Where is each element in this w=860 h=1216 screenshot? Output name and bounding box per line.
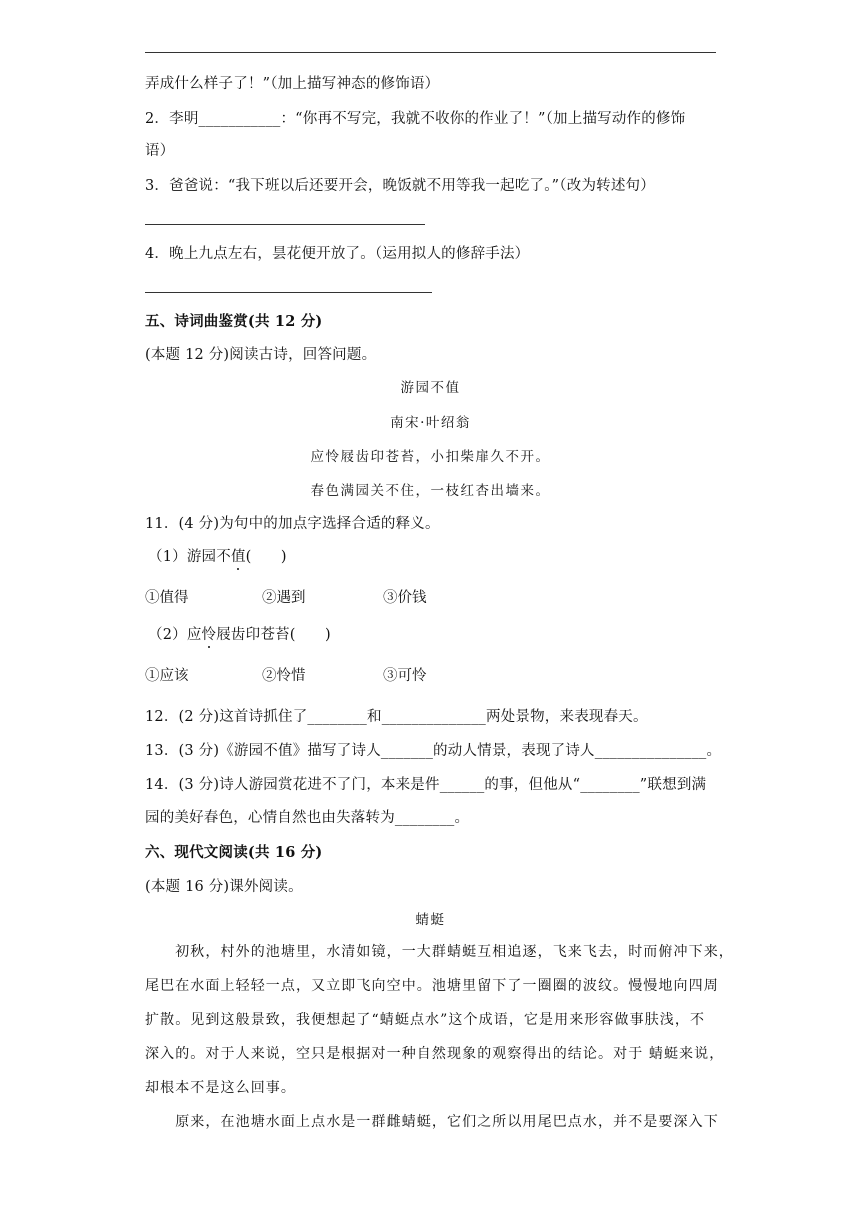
q4-item2-line2: 语） bbox=[145, 143, 175, 159]
q11-sub1-option-2: ②遇到 bbox=[262, 590, 306, 606]
q11-sub1 bbox=[148, 545, 287, 566]
emphasis-dot-char: 怜 bbox=[201, 627, 217, 643]
q4-item2-line1: 2．李明___________：“你再不写完，我就不收你的作业了！”（加上描写动作的修饰 bbox=[145, 111, 686, 127]
answer-line bbox=[145, 292, 432, 293]
paragraph-line: 原来，在池塘水面上点水是一群雌蜻蜓，它们之所以用尾巴点水，并不是要深入下 bbox=[145, 1114, 719, 1130]
q4-item4: 4．晚上九点左右，昙花便开放了。（运用拟人的修辞手法） bbox=[145, 246, 530, 262]
q4-tail-text: 弄成什么样子了！”（加上描写神态的修饰语） bbox=[145, 76, 440, 92]
q11-sub1-option-1: ①值得 bbox=[145, 590, 189, 606]
emphasis-dot-char: 值 bbox=[230, 549, 246, 565]
q13: 13．(3 分)《游园不值》描写了诗人_______的动人情景，表现了诗人_______________。 bbox=[145, 743, 722, 759]
poem-line-2: 春色满园关不住，一枝红杏出墙来。 bbox=[310, 483, 551, 499]
section6-heading: 六、现代文阅读(共 16 分) bbox=[145, 844, 323, 861]
q11-sub2-option-1: ①应该 bbox=[145, 668, 189, 684]
top-rule bbox=[145, 52, 716, 53]
section5-heading: 五、诗词曲鉴赏(共 12 分) bbox=[145, 313, 323, 330]
q11-sub2-pre: （2）应 bbox=[148, 627, 202, 643]
poem-title: 游园不值 bbox=[400, 380, 461, 396]
q11-sub2-option-3: ③可怜 bbox=[383, 668, 427, 684]
paragraph-line: 初秋，村外的池塘里，水清如镜，一大群蜻蜓互相追逐，飞来飞去，时而俯冲下来， bbox=[145, 944, 734, 960]
q4-item3: 3．爸爸说：“我下班以后还要开会，晚饭就不用等我一起吃了。”（改为转述句） bbox=[145, 178, 655, 194]
q11-sub1-option-3: ③价钱 bbox=[383, 590, 427, 606]
q11-sub2-post: 屐齿印苍苔( ) bbox=[216, 627, 331, 643]
q11-sub1-pre: （1）游园不 bbox=[148, 549, 231, 565]
poem-line-1: 应怜屐齿印苍苔，小扣柴扉久不开。 bbox=[310, 449, 551, 465]
poem-author: 南宋·叶绍翁 bbox=[390, 415, 471, 431]
q11-stem: 11．(4 分)为句中的加点字选择合适的释义。 bbox=[145, 516, 440, 532]
q14-line1: 14．(3 分)诗人游园赏花进不了门，本来是件______的事，但他从“________”联想到满 bbox=[145, 777, 707, 793]
section6-intro: (本题 16 分)课外阅读。 bbox=[145, 879, 303, 895]
q11-sub2 bbox=[148, 623, 331, 644]
q11-sub2-option-2: ②怜惜 bbox=[262, 668, 306, 684]
q11-sub1-post: ( ) bbox=[245, 549, 287, 565]
q12: 12．(2 分)这首诗抓住了________和______________两处景物，来表现春天。 bbox=[145, 709, 648, 725]
article-title: 蜻蜓 bbox=[415, 912, 446, 928]
paragraph-line: 扩散。见到这般景致，我便想起了“蜻蜓点水”这个成语，它是用来形容做事肤浅，不 bbox=[145, 1012, 706, 1028]
q14-line2: 园的美好春色，心情自然也由失落转为________。 bbox=[145, 810, 470, 826]
paragraph-line: 却根本不是这么回事。 bbox=[145, 1080, 296, 1096]
paragraph-line: 深入的。对于人来说，空只是根据对一种自然现象的观察得出的结论。对于 蜻蜓来说， bbox=[145, 1046, 725, 1062]
paragraph-line: 尾巴在水面上轻轻一点，又立即飞向空中。池塘里留下了一圈圈的波纹。慢慢地向四周 bbox=[145, 978, 719, 994]
answer-line bbox=[145, 224, 425, 225]
section5-intro: (本题 12 分)阅读古诗，回答问题。 bbox=[145, 347, 377, 363]
